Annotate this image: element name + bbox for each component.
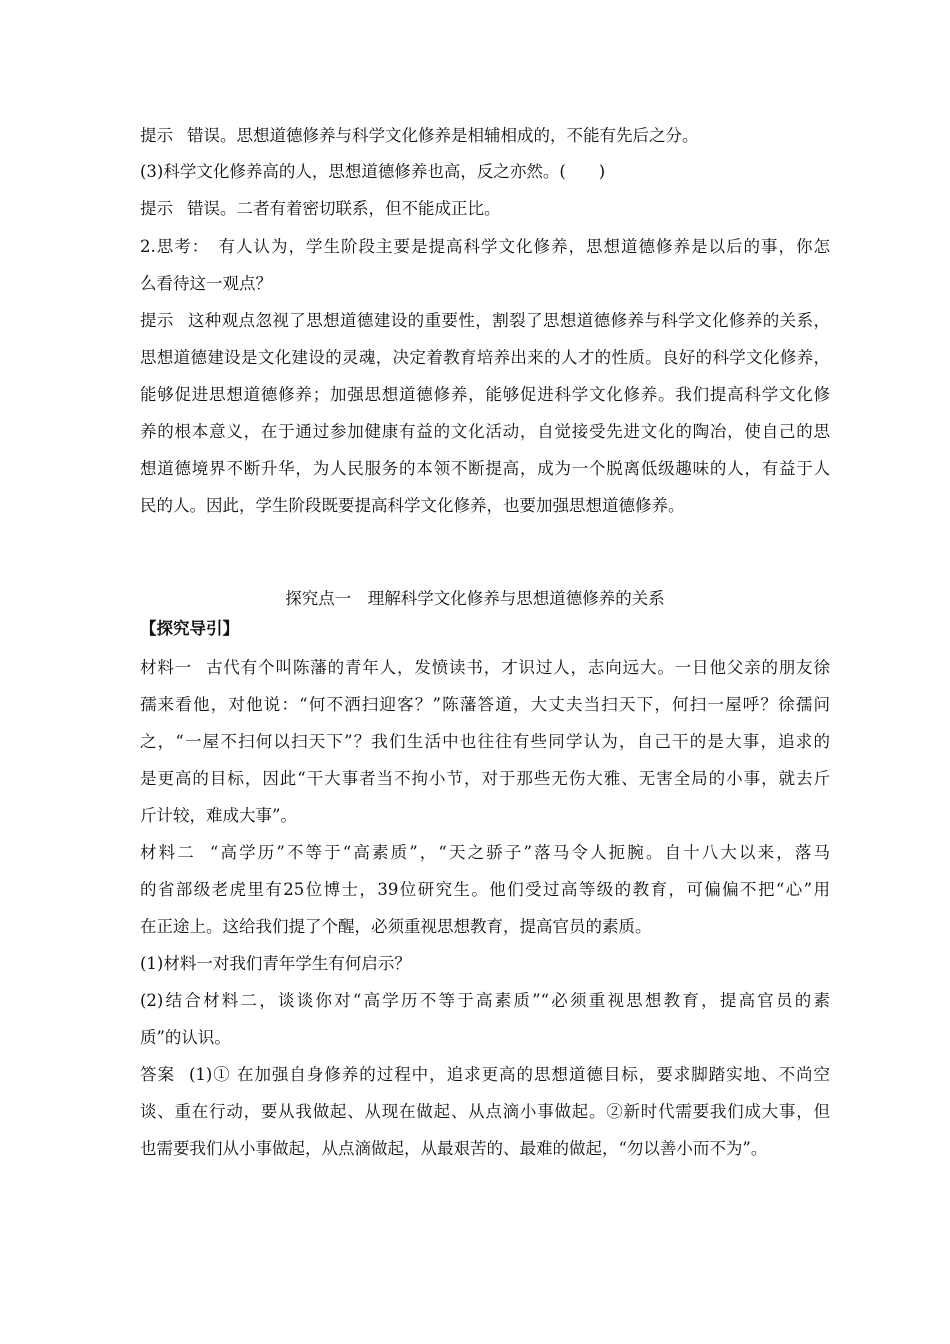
material-2-label: 材料二 (140, 843, 196, 862)
hint-text: 这种观点忽视了思想道德建设的重要性，割裂了思想道德修养与科学文化修养的关系， (187, 311, 830, 330)
hint-paragraph-line: 养的根本意义，在于通过参加健康有益的文化活动，自觉接受先进文化的陶冶，使自己的思 (140, 422, 830, 441)
answer-text: (1)① 在加强自身修养的过程中，追求更高的思想道德目标，要求脚踏实地、不尚空 (188, 1065, 830, 1084)
material-1-line (140, 657, 830, 679)
hint-paragraph-line: 民的人。因此，学生阶段既要提高科学文化修养，也要加强思想道德修养。 (140, 496, 685, 515)
material-1-line: 之，“一屋不扫何以扫天下”？我们生活中也往往有些同学认为，自己干的是大事，追求的 (140, 732, 830, 751)
question-2-line: 质”的认识。 (140, 1028, 231, 1047)
hint-text: 错误。思想道德修养与科学文化修养是相辅相成的，不能有先后之分。 (187, 126, 699, 145)
hint-label: 提示 (140, 199, 173, 218)
hint-label: 提示 (140, 126, 173, 145)
material-1-label: 材料一 (140, 658, 193, 677)
hint-text: 错误。二者有着密切联系，但不能成正比。 (187, 199, 501, 218)
question-1: (1)材料一对我们青年学生有何启示？ (140, 954, 411, 973)
material-1-text: 古代有个叫陈藩的青年人，发愤读书，才识过人，志向远大。一日他父亲的朋友徐 (206, 658, 830, 677)
material-1-line: 斤计较，难成大事”。 (140, 806, 297, 825)
hint-label: 提示 (140, 311, 174, 330)
guide-label: 【探究导引】 (140, 619, 239, 638)
hint-paragraph-line (140, 310, 830, 332)
section-title: 探究点一 理解科学文化修养与思想道德修养的关系 (285, 589, 665, 608)
answer-line (140, 1064, 830, 1086)
hint-line-2 (140, 198, 830, 220)
material-2-text: “高学历”不等于“高素质”，“天之骄子”落马令人扼腕。自十八大以来，落马 (209, 843, 830, 862)
question-3: (3)科学文化修养高的人，思想道德修养也高，反之亦然。( ) (140, 162, 606, 181)
hint-paragraph-line: 思想道德建设是文化建设的灵魂，决定着教育培养出来的人才的性质。良好的科学文化修养， (140, 348, 830, 367)
material-1-line: 是更高的目标，因此“干大事者当不拘小节，对于那些无伤大雅、无害全局的小事，就去斤 (140, 769, 830, 788)
hint-line-1 (140, 125, 830, 147)
material-2-line (140, 842, 830, 864)
answer-line: 也需要我们从小事做起，从点滴做起，从最艰苦的、最难的做起，“勿以善小而不为”。 (140, 1139, 768, 1158)
think-question-line: 2.思考： 有人认为，学生阶段主要是提高科学文化修养，思想道德修养是以后的事，你怎 (140, 237, 830, 256)
think-question-line: 么看待这一观点？ (140, 274, 272, 293)
hint-paragraph-line: 想道德境界不断升华，为人民服务的本领不断提高，成为一个脱离低级趣味的人，有益于人 (140, 459, 830, 478)
material-2-line: 的省部级老虎里有25位博士，39位研究生。他们受过高等级的教育，可偏偏不把“心”用 (140, 880, 830, 899)
answer-line: 谈、重在行动，要从我做起、从现在做起、从点滴小事做起。②新时代需要我们成大事，但 (140, 1102, 830, 1121)
material-1-line: 孺来看他，对他说：“何不洒扫迎客？”陈藩答道，大丈夫当扫天下，何扫一屋呼？徐孺问 (140, 695, 830, 714)
question-2-line: (2)结合材料二，谈谈你对“高学历不等于高素质”“必须重视思想教育，提高官员的素 (140, 991, 830, 1010)
material-2-line: 在正途上。这给我们提了个醒，必须重视思想教育，提高官员的素质。 (140, 917, 652, 936)
answer-label: 答案 (140, 1065, 175, 1084)
hint-paragraph-line: 能够促进思想道德修养；加强思想道德修养，能够促进科学文化修养。我们提高科学文化修 (140, 385, 830, 404)
